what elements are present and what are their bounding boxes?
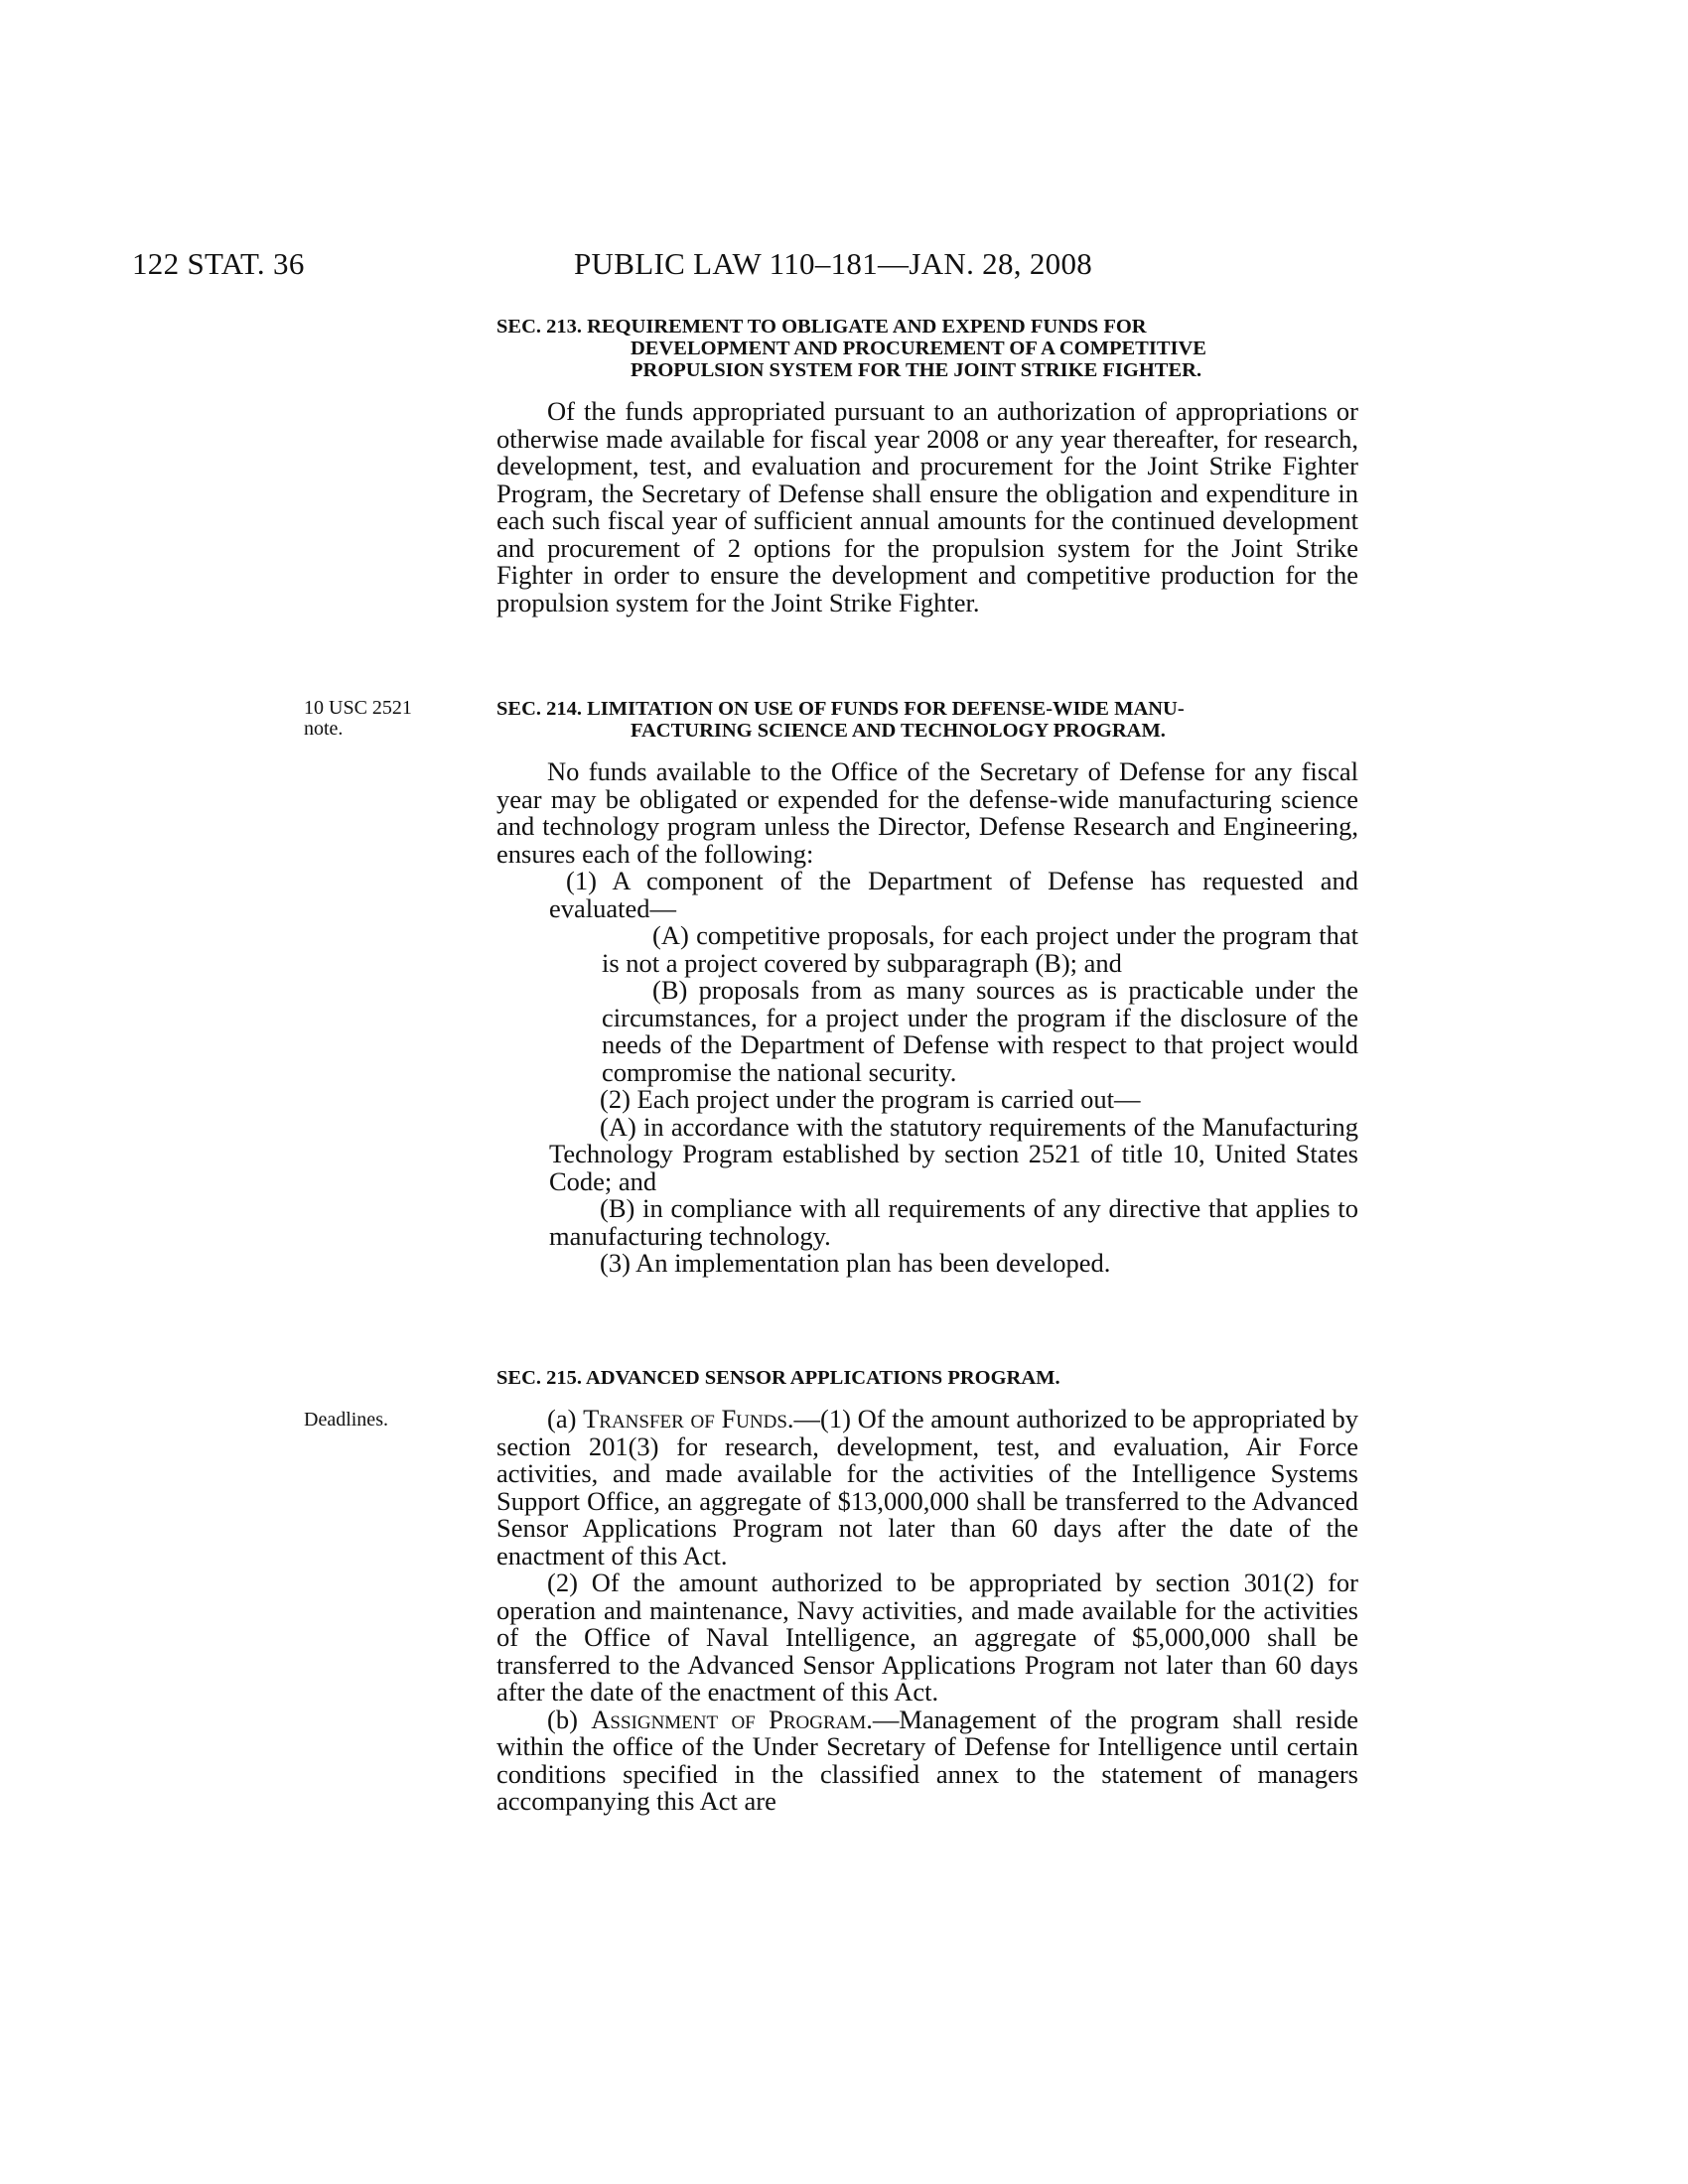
subsection-b-text: .—Management of the program shall reside within the office of the Under Secretary of Defense for Intelligence until certain conditions specified in the classified annex to the statement of managers accompanying this Act are [496, 1704, 1358, 1816]
margin-note-usc-cite: 10 USC 2521 [304, 697, 412, 719]
statute-page-number: 122 STAT. 36 [132, 246, 305, 281]
section-213-heading-line1: SEC. 213. REQUIREMENT TO OBLIGATE AND EXPEND FUNDS FOR [496, 316, 1147, 338]
running-head: PUBLIC LAW 110–181—JAN. 28, 2008 [574, 246, 1093, 281]
subsection-a-lead: (a) [547, 1404, 584, 1433]
section-214-para-3: (3) An implementation plan has been developed. [600, 1248, 1111, 1278]
section-213-heading-line3: PROPULSION SYSTEM FOR THE JOINT STRIKE FIGHTER. [631, 359, 1202, 381]
subsection-a-title: Transfer of Funds [583, 1404, 787, 1433]
section-214 [496, 698, 1358, 1278]
section-215-subsection-a [496, 1406, 1358, 1570]
section-213-heading-line2: DEVELOPMENT AND PROCUREMENT OF A COMPETITIVE [631, 338, 1206, 359]
section-214-para-2: (2) Each project under the program is carried out— [600, 1084, 1141, 1114]
section-215 [496, 1367, 1358, 1816]
section-215-subsection-b [496, 1706, 1358, 1816]
section-214-para-1b: (B) proposals from as many sources as is practicable under the circumstances, for a project under the program if the disclosure of the needs of the Department of Defense with respect to that project would compromise the national security. [602, 975, 1358, 1087]
subsection-a-text: .—(1) Of the amount authorized to be appropriated by section 201(3) for research, development, test, and evaluation, Air Force activities, and made available for the activities of the Intelligence Systems Support Office, an aggregate of $13,000,000 shall be transferred to the Advanced Sensor Applications Program not later than 60 days after the date of the enactment of this Act. [496, 1404, 1359, 1570]
section-213-heading [496, 316, 1358, 381]
section-214-para-1: (1) A component of the Department of Defense has requested and evaluated— [549, 866, 1358, 923]
section-214-heading [496, 698, 1358, 742]
section-213 [496, 316, 1358, 616]
section-214-intro: No funds available to the Office of the Secretary of Defense for any fiscal year may be obligated or expended for the defense-wide manufacturing science and technology program unless the Director, Defense Research and Engineering, ensures each of the following: [496, 756, 1358, 869]
section-214-heading-line1: SEC. 214. LIMITATION ON USE OF FUNDS FOR DEFENSE-WIDE MANU- [496, 698, 1185, 720]
section-215-heading: SEC. 215. ADVANCED SENSOR APPLICATIONS PROGRAM. [496, 1367, 1060, 1389]
section-214-para-1a: (A) competitive proposals, for each project under the program that is not a project covered by subparagraph (B); and [602, 920, 1358, 978]
section-214-heading-line2: FACTURING SCIENCE AND TECHNOLOGY PROGRAM. [631, 720, 1166, 742]
section-213-body: Of the funds appropriated pursuant to an authorization of appropriations or otherwise made available for fiscal year 2008 or any year thereafter, for research, development, test, and evaluation and procurement for the Joint Strike Fighter Program, the Secretary of Defense shall ensure the obligation and expenditure in each such fiscal year of sufficient annual amounts for the continued development and procurement of 2 options for the propulsion system for the Joint Strike Fighter in order to ensure the development and competitive production for the propulsion system for the Joint Strike Fighter. [496, 396, 1358, 617]
margin-note-usc [304, 698, 453, 740]
subsection-b-title: Assignment of Program [591, 1704, 867, 1734]
section-214-para-2a: (A) in accordance with the statutory requirements of the Manufacturing Technology Program established by section 2521 of title 10, United States Code; and [549, 1111, 1358, 1196]
subsection-b-lead: (b) [547, 1704, 592, 1734]
margin-note-usc-note: note. [304, 718, 344, 740]
section-215-subsection-a2: (2) Of the amount authorized to be appropriated by section 301(2) for operation and maintenance, Navy activities, and made available for the activities of the Office of Naval Intelligence, an aggregate of $5,000,000 shall be transferred to the Advanced Sensor Applications Program not later than 60 days after the date of the enactment of this Act. [496, 1568, 1358, 1706]
section-214-para-2b: (B) in compliance with all requirements of any directive that applies to manufacturing technology. [549, 1193, 1358, 1251]
margin-note-deadlines: Deadlines. [304, 1409, 388, 1431]
